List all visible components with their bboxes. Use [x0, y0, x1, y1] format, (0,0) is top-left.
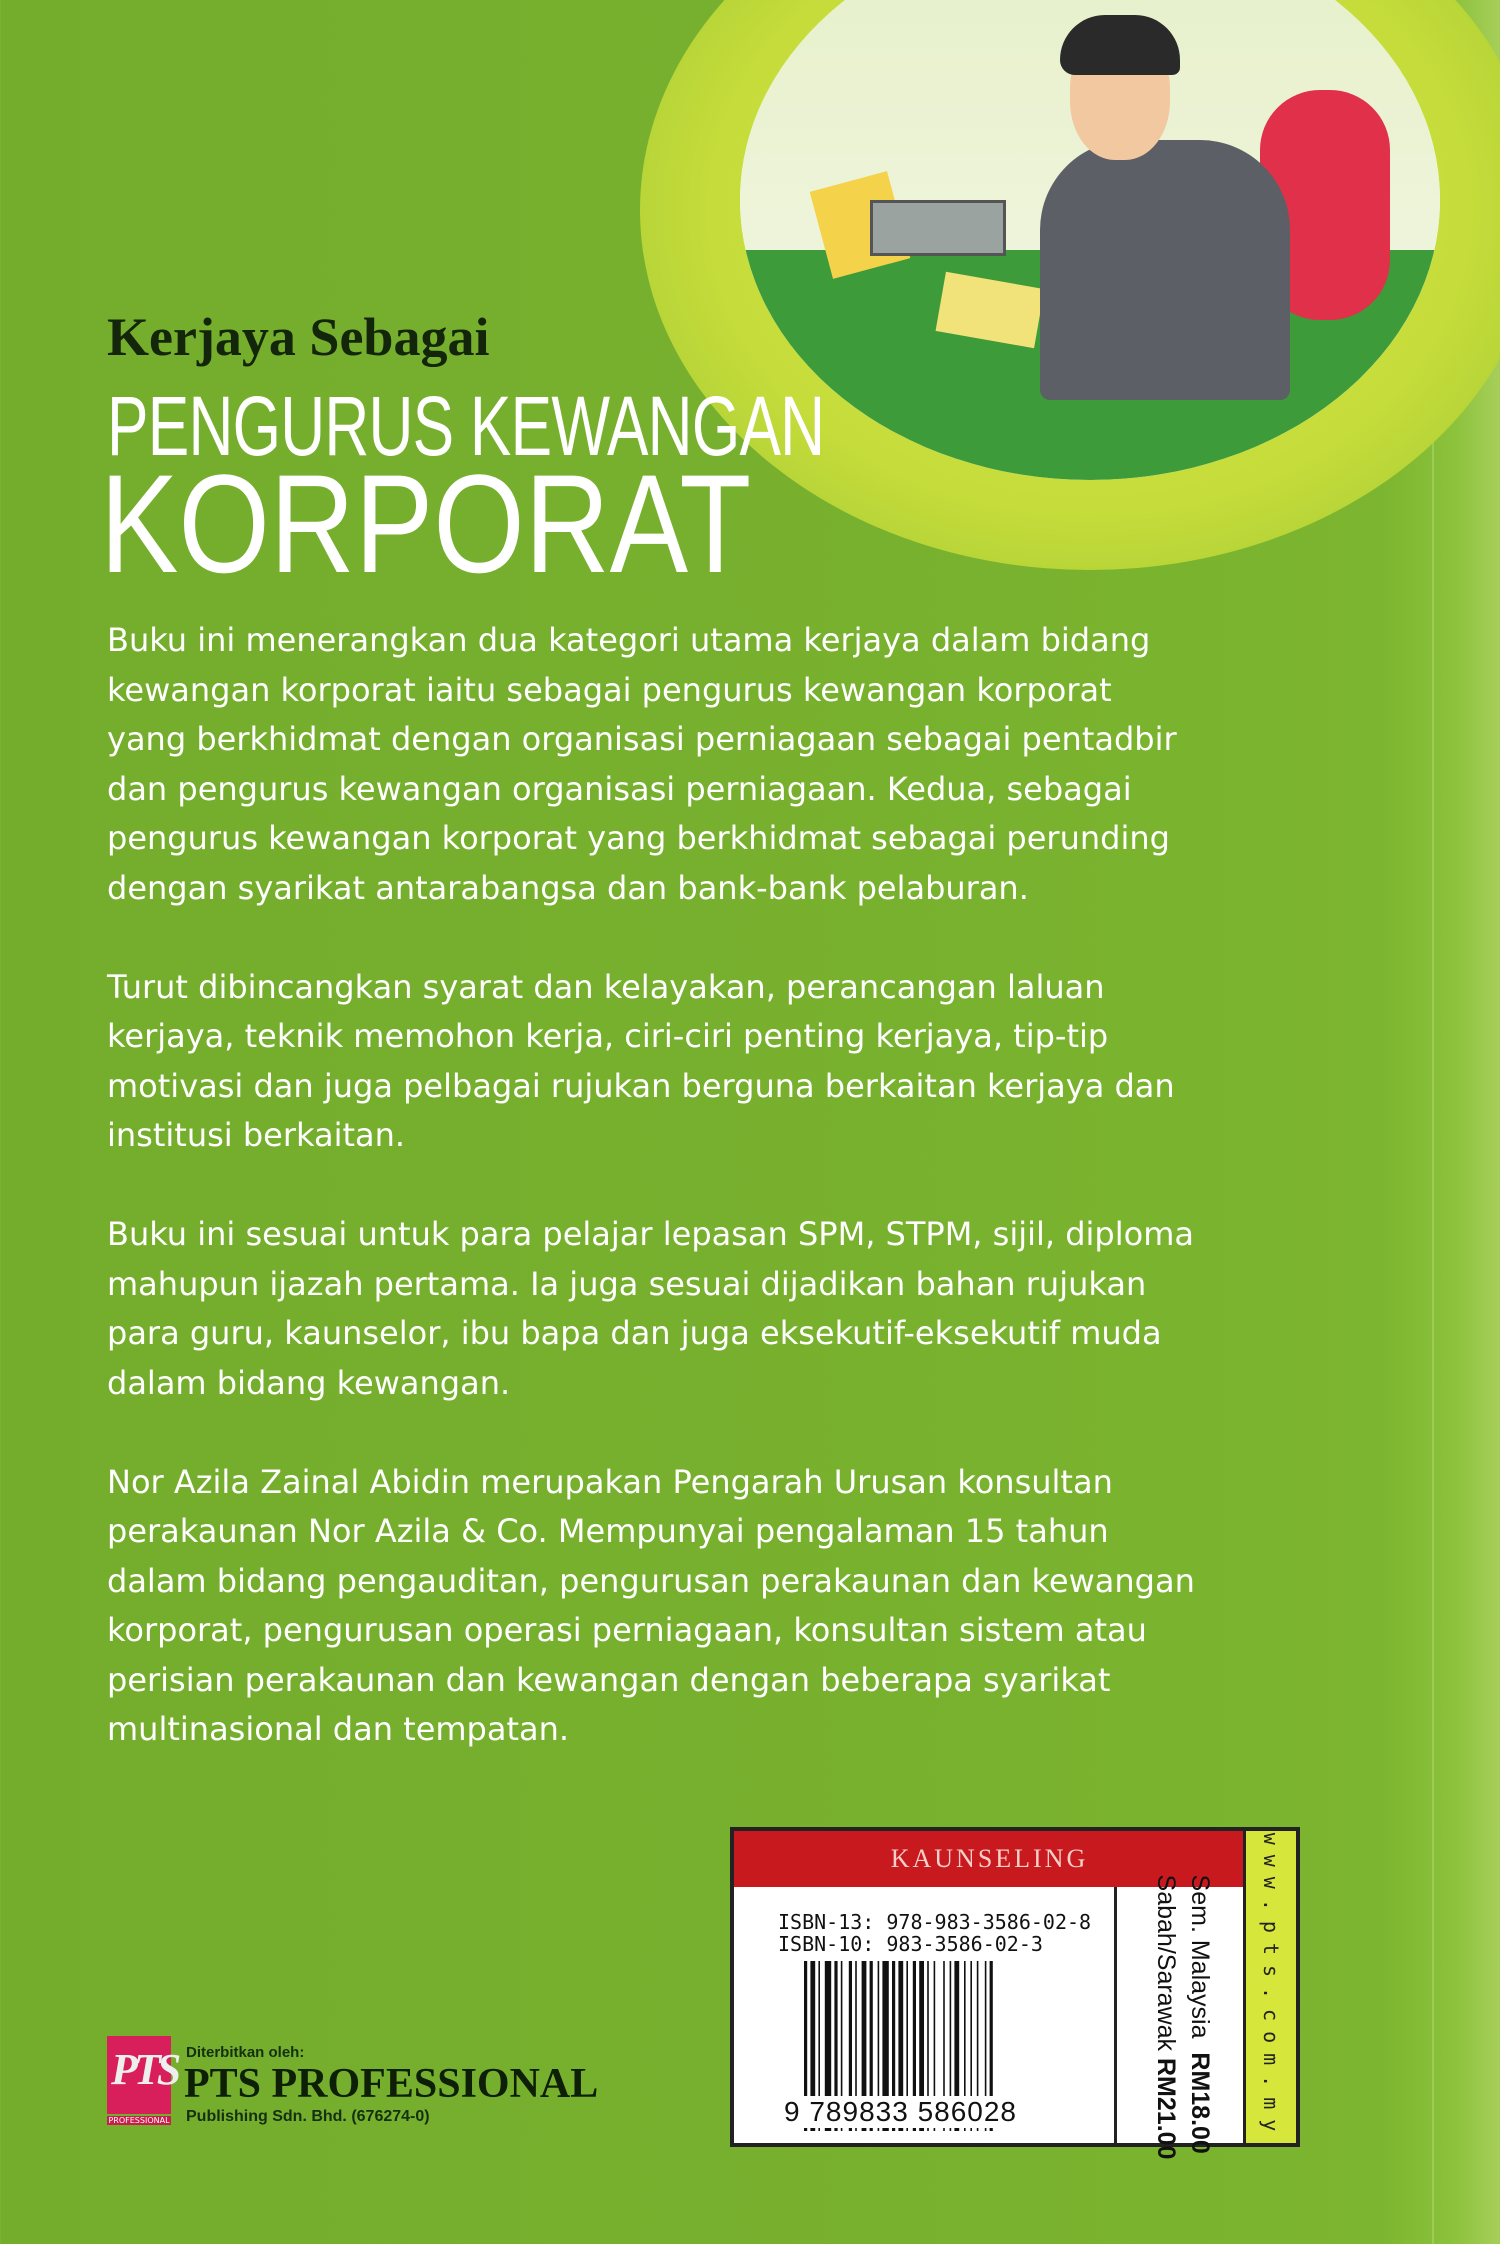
price-sabah-sarawak: RM21.00 — [1151, 2058, 1180, 2160]
blurb-paragraph — [107, 1458, 1307, 1755]
blurb-line: kewangan korporat iaitu sebagai pengurus kewangan korporat — [107, 670, 1112, 709]
blurb-line: Buku ini menerangkan dua kategori utama kerjaya dalam bidang — [107, 621, 1151, 659]
publisher-registration: Publishing Sdn. Bhd. (676274-0) — [186, 2108, 430, 2125]
document-tray — [870, 200, 1006, 256]
blurb-line: korporat, pengurusan operasi perniagaan, konsultan sistem atau — [107, 1611, 1147, 1649]
blurb-line: institusi berkaitan. — [107, 1116, 406, 1154]
title-subtitle: Kerjaya Sebagai — [107, 307, 490, 367]
blurb-line: perisian perakaunan dan kewangan dengan beberapa syarikat — [107, 1660, 1111, 1699]
website-strip — [1243, 1831, 1296, 2143]
blurb-line: dengan syarikat antarabangsa dan bank-bank pelaburan. — [107, 868, 1029, 907]
barcode-number: 9 789833 586028 — [784, 2096, 1017, 2127]
blurb-line: motivasi dan juga pelbagai rujukan berguna berkaitan kerjaya dan — [107, 1066, 1175, 1105]
isbn-numbers — [778, 1911, 1091, 1955]
logo-subtext: PROFESSIONAL — [108, 2116, 170, 2125]
price-column — [1114, 1874, 1248, 2160]
publisher-logo — [107, 2018, 178, 2132]
blurb-line: Nor Azila Zainal Abidin merupakan Pengarah Urusan konsultan — [107, 1462, 1113, 1501]
isbn-10: ISBN-10: 983-3586-02-3 — [778, 1932, 1043, 1956]
price-malaysia: RM18.00 — [1185, 2052, 1214, 2154]
blurb — [107, 616, 1307, 1804]
blurb-line: dalam bidang kewangan. — [107, 1363, 511, 1402]
logo-text: PTS — [111, 2045, 178, 2094]
website-url: www.pts.com.my — [1259, 1832, 1283, 2142]
price-label-sabah-sarawak: Sabah/Sarawak — [1151, 1874, 1180, 2052]
category-label: KAUNSELING — [734, 1831, 1245, 1887]
blurb-line: yang berkhidmat dengan organisasi perniagaan sebagai pentadbir — [107, 720, 1177, 758]
price-label-malaysia: Sem. Malaysia — [1185, 1874, 1214, 2039]
blurb-line: Turut dibincangkan syarat dan kelayakan, perancangan laluan — [107, 967, 1105, 1006]
blurb-line: perakaunan Nor Azila & Co. Mempunyai pengalaman 15 tahun — [107, 1512, 1109, 1550]
published-by-label: Diterbitkan oleh: — [186, 2044, 305, 2061]
blurb-line: pengurus kewangan korporat yang berkhidmat sebagai perunding — [107, 819, 1170, 857]
title-line-1: PENGURUS KEWANGAN — [107, 379, 825, 473]
blurb-line: dalam bidang pengauditan, pengurusan perakaunan dan kewangan — [107, 1561, 1195, 1600]
blurb-line: para guru, kaunselor, ibu bapa dan juga eksekutif-eksekutif muda — [107, 1314, 1162, 1352]
blurb-line: mahupun ijazah pertama. Ia juga sesuai dijadikan bahan rujukan — [107, 1264, 1147, 1303]
person-suit — [1040, 140, 1290, 400]
blurb-line: multinasional dan tempatan. — [107, 1710, 570, 1748]
person-hair — [1060, 15, 1180, 75]
isbn-price-box — [730, 1827, 1300, 2160]
isbn-13: ISBN-13: 978-983-3586-02-8 — [778, 1910, 1092, 1934]
blurb-line: Buku ini sesuai untuk para pelajar lepasan SPM, STPM, sijil, diploma — [107, 1215, 1194, 1253]
blurb-paragraph — [107, 963, 1307, 1161]
blurb-line: kerjaya, teknik memohon kerja, ciri-ciri penting kerjaya, tip-tip — [107, 1017, 1109, 1055]
blurb-paragraph — [107, 616, 1307, 913]
blurb-line: dan pengurus kewangan organisasi perniagaan. Kedua, sebagai — [107, 769, 1132, 808]
prices — [1149, 1875, 1217, 2160]
illustration-office-worker — [740, 0, 1440, 480]
blurb-paragraph — [107, 1210, 1307, 1408]
publisher-name: PTS PROFESSIONAL — [184, 2061, 599, 2107]
title-line-2: KORPORAT — [100, 445, 752, 602]
